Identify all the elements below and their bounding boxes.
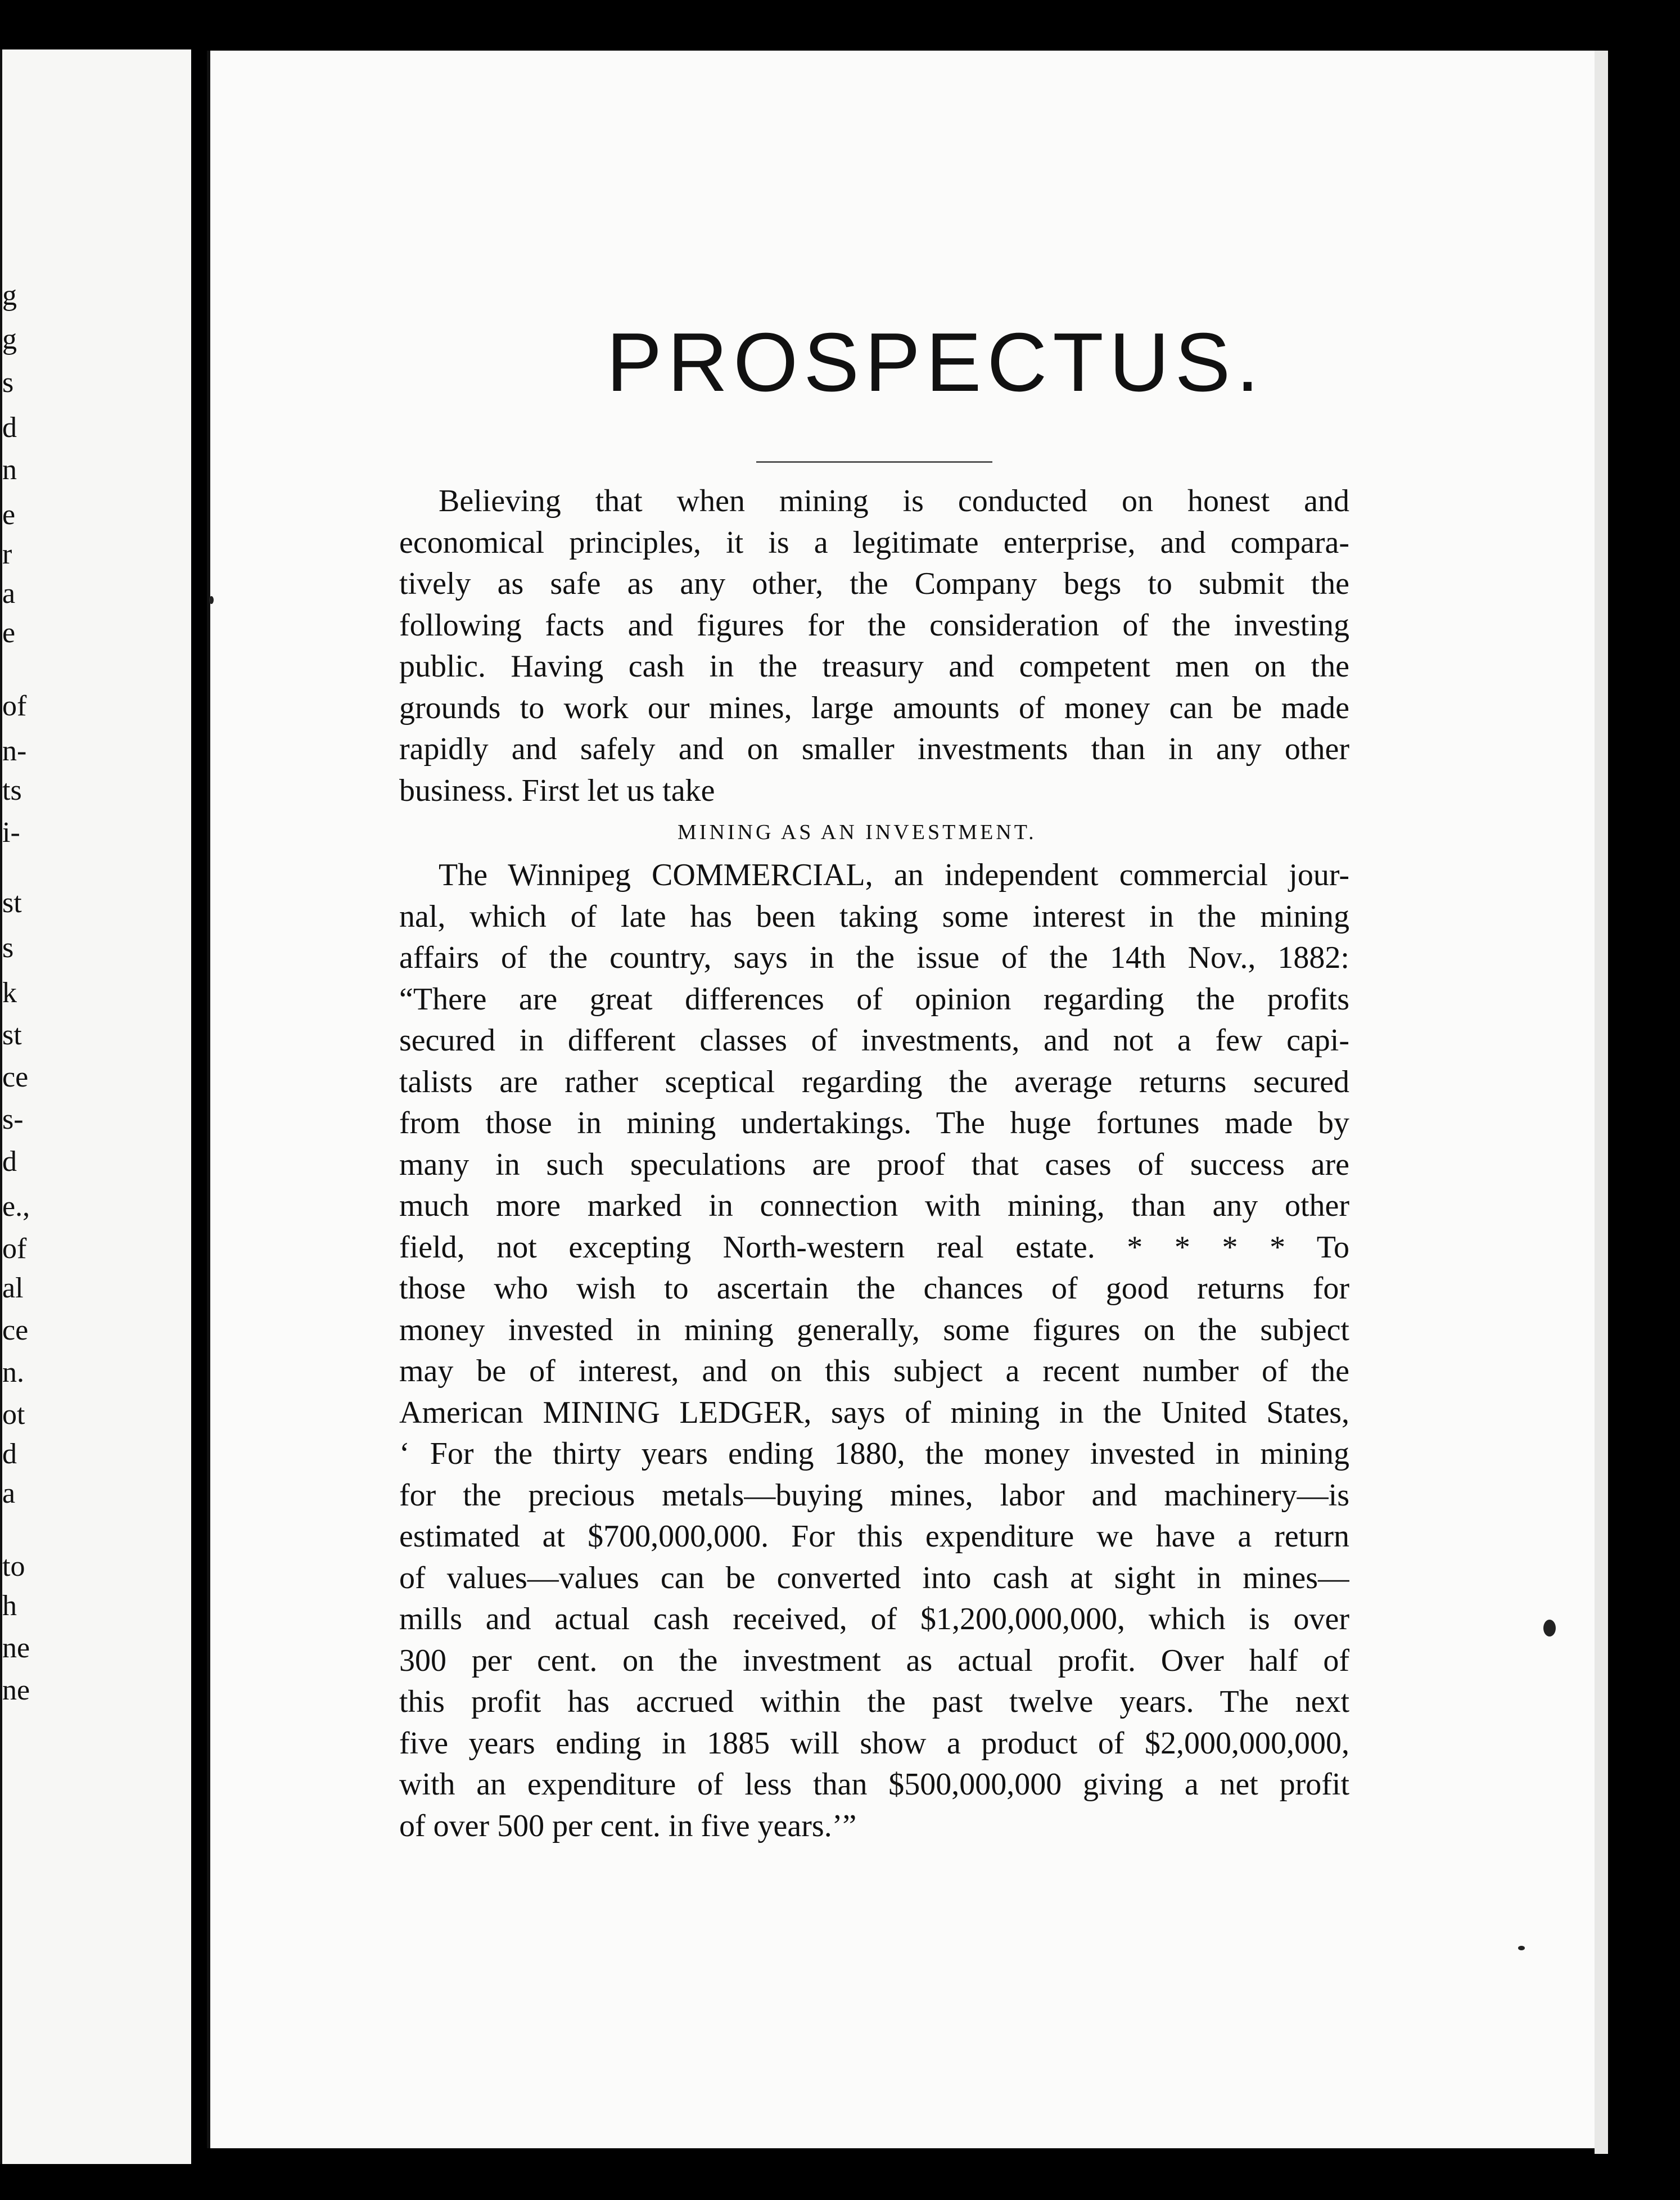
- text-line: tively as safe as any other, the Company begs to submit the: [399, 566, 1349, 601]
- margin-fragment: g: [2, 323, 17, 355]
- text-line: 300 per cent. on the investment as actual profit. Over half of: [399, 1643, 1349, 1678]
- page-title: PROSPECTUS.: [606, 316, 1265, 409]
- margin-fragment: e: [2, 617, 16, 649]
- text-line: nal, which of late has been taking some interest in the mining: [399, 899, 1349, 934]
- margin-fragment: r: [2, 538, 12, 570]
- text-line: grounds to work our mines, large amounts of money can be made: [399, 690, 1349, 725]
- text-line: rapidly and safely and on smaller investments than in any other: [399, 732, 1349, 767]
- text-line: ‘ For the thirty years ending 1880, the money invested in mining: [399, 1436, 1349, 1471]
- margin-fragment: n: [2, 454, 17, 486]
- margin-fragment: ne: [2, 1674, 30, 1706]
- margin-fragment: i-: [2, 817, 20, 849]
- text-line: of values—values can be converted into cash at sight in mines—: [399, 1560, 1349, 1595]
- margin-fragment: ot: [2, 1399, 25, 1431]
- scan-speck: [209, 596, 214, 604]
- scan-speck: [1518, 1946, 1525, 1950]
- margin-fragment: e: [2, 499, 16, 531]
- margin-fragment: s: [2, 367, 14, 399]
- title-underline-rule: [756, 461, 992, 463]
- text-line: “There are great differences of opinion regarding the profits: [399, 981, 1349, 1017]
- text-line: public. Having cash in the treasury and competent men on the: [399, 649, 1349, 684]
- margin-fragment: s: [2, 932, 14, 964]
- text-line: of over 500 per cent. in five years.’”: [399, 1808, 857, 1843]
- text-line: Believing that when mining is conducted on honest and: [439, 484, 1349, 519]
- margin-fragment: ne: [2, 1632, 30, 1664]
- margin-fragment: of: [2, 1233, 27, 1265]
- section-heading: MINING AS AN INVESTMENT.: [678, 821, 1037, 844]
- text-line: may be of interest, and on this subject a recent number of the: [399, 1354, 1349, 1388]
- margin-fragment: ts: [2, 774, 22, 806]
- text-line: five years ending in 1885 will show a product of $2,000,000,000,: [399, 1725, 1349, 1761]
- text-line: many in such speculations are proof that cases of success are: [399, 1147, 1349, 1182]
- margin-fragment: h: [2, 1590, 17, 1622]
- margin-fragment: k: [2, 977, 17, 1009]
- text-line: American MINING LEDGER, says of mining in the United States,: [399, 1395, 1349, 1430]
- margin-fragment: ce: [2, 1061, 29, 1093]
- text-line: mills and actual cash received, of $1,200,000,000, which is over: [399, 1602, 1349, 1637]
- margin-fragment: a: [2, 1477, 16, 1509]
- margin-fragment: st: [2, 1019, 22, 1051]
- text-line: those who wish to ascertain the chances of good returns for: [399, 1271, 1349, 1306]
- text-line: following facts and figures for the consideration of the investing: [399, 607, 1349, 643]
- text-line: The Winnipeg COMMERCIAL, an independent commercial jour-: [439, 858, 1349, 892]
- margin-fragment: d: [2, 412, 17, 444]
- text-line: business. First let us take: [399, 773, 715, 808]
- margin-fragment: g: [2, 279, 17, 312]
- margin-fragment: d: [2, 1146, 17, 1178]
- margin-fragment: ce: [2, 1314, 29, 1346]
- text-line: much more marked in connection with mining, than any other: [399, 1188, 1349, 1223]
- margin-fragment: e.,: [2, 1191, 30, 1223]
- text-line: field, not excepting North-western real estate. * * * * To: [399, 1229, 1349, 1265]
- margin-fragment: d: [2, 1438, 17, 1470]
- margin-fragment: a: [2, 578, 16, 610]
- text-line: talists are rather sceptical regarding the average returns secured: [399, 1064, 1349, 1099]
- margin-fragment: n-: [2, 735, 27, 767]
- text-line: from those in mining undertakings. The huge fortunes made by: [399, 1106, 1349, 1140]
- margin-fragment: n.: [2, 1356, 24, 1388]
- margin-fragment: of: [2, 690, 27, 722]
- text-line: this profit has accrued within the past twelve years. The next: [399, 1684, 1349, 1719]
- text-line: money invested in mining generally, some figures on the subject: [399, 1312, 1349, 1347]
- margin-fragment: to: [2, 1550, 25, 1583]
- margin-fragment: s-: [2, 1103, 24, 1135]
- text-line: secured in different classes of investments, and not a few capi-: [399, 1023, 1349, 1058]
- text-line: estimated at $700,000,000. For this expenditure we have a return: [399, 1519, 1349, 1554]
- text-line: for the precious metals—buying mines, labor and machinery—is: [399, 1477, 1349, 1513]
- text-line: affairs of the country, says in the issue of the 14th Nov., 1882:: [399, 940, 1349, 975]
- text-line: economical principles, it is a legitimate enterprise, and compara-: [399, 525, 1349, 560]
- scan-speck: [1543, 1620, 1556, 1637]
- text-line: with an expenditure of less than $500,000,000 giving a net profit: [399, 1767, 1349, 1802]
- margin-fragment: al: [2, 1272, 24, 1304]
- margin-fragment: st: [2, 887, 22, 919]
